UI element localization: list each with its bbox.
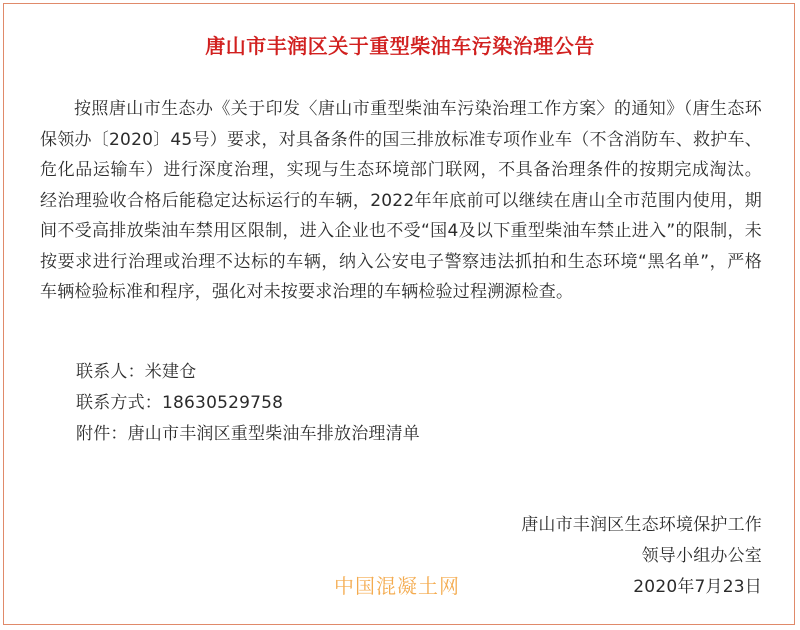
issue-date: 2020年7月23日 <box>633 577 762 597</box>
issuer-line-2: 领导小组办公室 <box>641 546 762 566</box>
notice-title: 唐山市丰润区关于重型柴油车污染治理公告 <box>205 34 595 58</box>
issuer-line-1: 唐山市丰润区生态环境保护工作 <box>521 515 762 535</box>
attachment-line: 附件：唐山市丰润区重型柴油车排放治理清单 <box>76 424 420 444</box>
contact-person: 联系人：米建仓 <box>76 362 197 382</box>
watermark: 中国混凝土网 <box>334 574 460 598</box>
contact-phone: 联系方式：18630529758 <box>76 393 284 413</box>
notice-body: 按照唐山市生态办《关于印发〈唐山市重型柴油车污染治理工作方案〉的通知》（唐生态环保领办〔2020〕45号）要求，对具备条件的国三排放标准专项作业车（不含消防车、救护车、危化品运输车）进行深度治理，实现与生态环境部门联网，不具备治理条件的按期完成淘汰。经治理验收合格后能稳定达标运行的车辆，2022年年底前可以继续在唐山全市范围内使用，期间不受高排放柴油车禁用区限制，进入企业也不受“国4及以下重型柴油车禁止进入”的限制，未按要求进行治理或治理不达标的车辆，纳入公安电子警察违法抓拍和生态环境“黑名单”，严格车辆检验标准和程序，强化对未按要求治理的车辆检验过程溯源检查。 <box>40 99 762 302</box>
